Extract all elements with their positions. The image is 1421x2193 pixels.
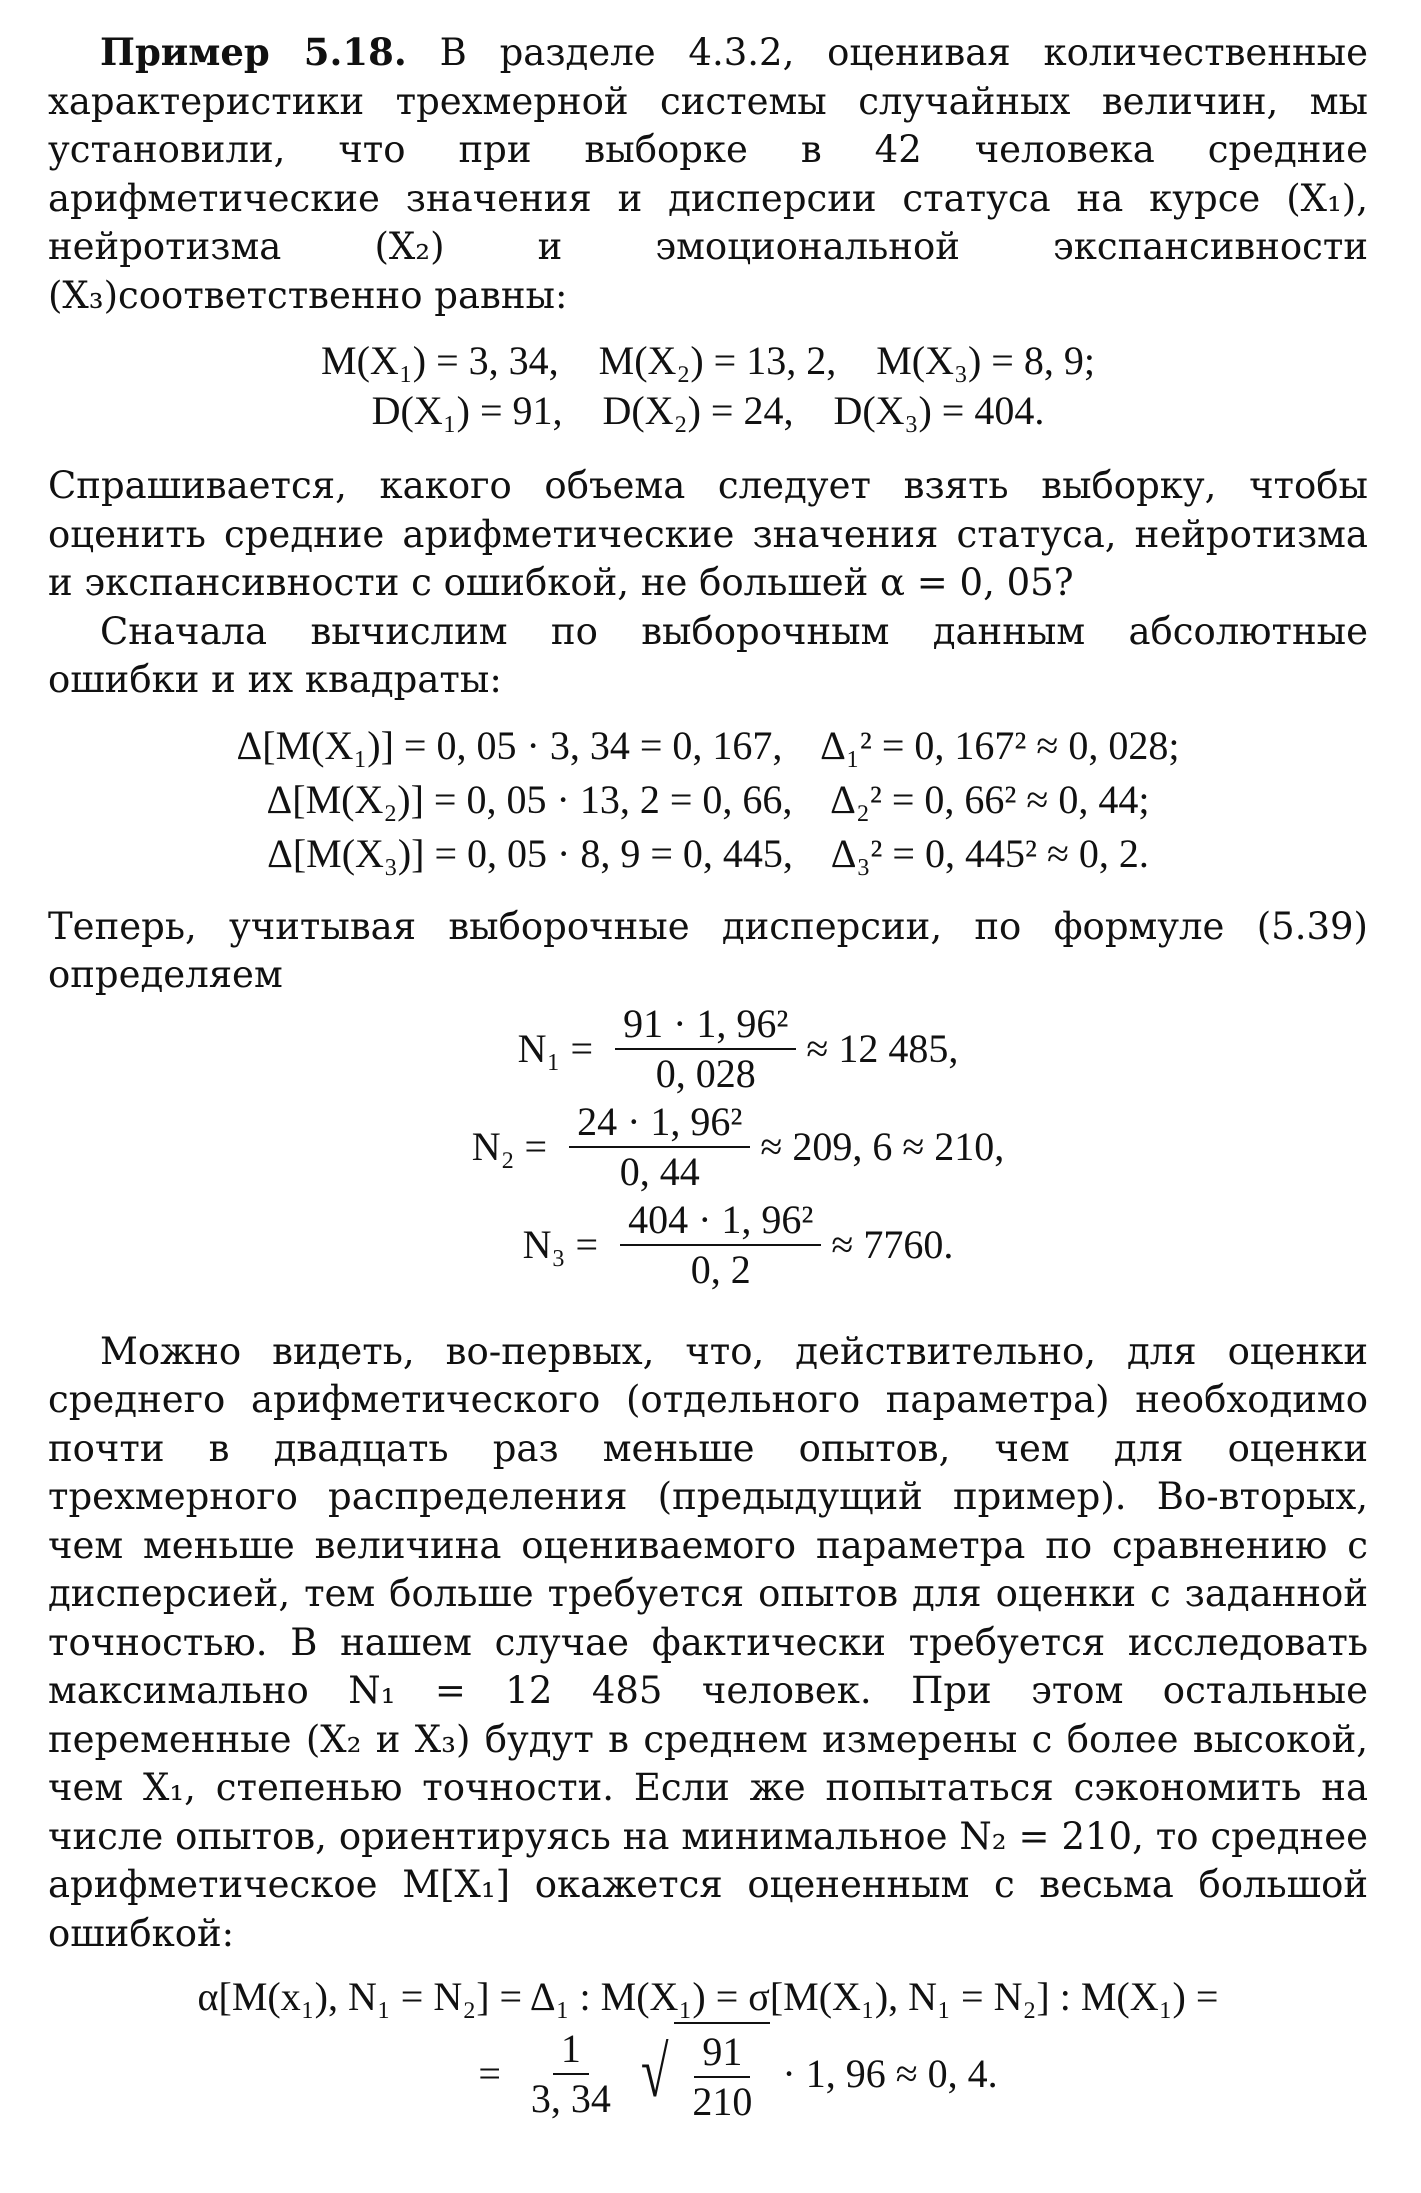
radical-sign-icon: √ [640, 2032, 669, 2112]
paragraph-first-step: Сначала вычислим по выборочным данным абсолютные ошибки и их квадраты: [48, 609, 1368, 701]
paragraph-question: Спрашивается, какого объема следует взять выборку, чтобы оценить средние арифметические значения статуса, нейротизма и экспансивности с ошибкой, не большей α = 0, 05? [48, 464, 1368, 604]
relative-error-eqsign: = [478, 2051, 501, 2096]
sqrt-fraction [684, 2028, 760, 2126]
n3-numerator: 404 · 1, 96² [620, 1196, 821, 1246]
n1-numerator: 91 · 1, 96² [615, 1000, 796, 1050]
paragraph-now: Теперь, учитывая выборочные дисперсии, по формуле (5.39) определяем [48, 904, 1368, 996]
square-root [635, 2022, 771, 2126]
equation-sample-sizes [48, 1000, 1368, 1294]
n3-fraction [620, 1196, 821, 1294]
equation-error-x2: Δ[M(X₂)] = 0, 05 · 13, 2 = 0, 66, Δ₂² = 0, 66² ≈ 0, 44; [266, 776, 1150, 822]
n2-lhs: N₂ = [471, 1124, 548, 1169]
equation-variances: D(X₁) = 91, D(X₂) = 24, D(X₃) = 404. [371, 388, 1045, 433]
equation-error-x1: Δ[M(X₁)] = 0, 05 · 3, 34 = 0, 167, Δ₁² = 0, 167² ≈ 0, 028; [236, 722, 1180, 768]
relative-error-numerator: 1 [553, 2025, 589, 2075]
n3-denominator: 0, 2 [690, 1246, 751, 1292]
paragraph-example [48, 28, 1368, 320]
equation-means-variances [48, 336, 1368, 436]
n2-numerator: 24 · 1, 96² [569, 1098, 750, 1148]
example-heading: Пример 5.18. [100, 30, 407, 74]
square-root-contents [674, 2022, 770, 2126]
equation-relative-error-line2 [108, 2022, 1368, 2126]
n2-result: ≈ 209, 6 ≈ 210, [760, 1124, 1005, 1169]
n3-result: ≈ 7760. [831, 1222, 954, 1267]
equation-error-x3: Δ[M(X₃)] = 0, 05 · 8, 9 = 0, 445, Δ₃² = 0, 445² ≈ 0, 2. [267, 830, 1149, 876]
relative-error-result: · 1, 96 ≈ 0, 4. [782, 2051, 998, 2096]
equation-n2 [108, 1098, 1368, 1196]
n3-lhs: N₃ = [522, 1222, 599, 1267]
equation-absolute-errors [48, 719, 1368, 881]
equation-n1 [108, 1000, 1368, 1098]
n2-fraction [569, 1098, 750, 1196]
n1-result: ≈ 12 485, [806, 1026, 959, 1071]
equation-relative-error-line1: α[M(x₁), N₁ = N₂] = Δ₁ : M(X₁) = σ[M(X₁), N₁ = N₂] : M(X₁) = [197, 1974, 1219, 2019]
paragraph-conclusion: Можно видеть, во-первых, что, действительно, для оценки среднего арифметического (отдельного параметра) необходимо почти в двадцать раз меньше опытов, чем для оценки трехмерного распределения (предыдущий пример). Во-вторых, чем меньше величина оцениваемого параметра по сравнению с дисперсией, тем больше требуется опытов для оценки с заданной точностью. В нашем случае фактически требуется исследовать максимально N₁ = 12 485 человек. При этом остальные переменные (X₂ и X₃) будут в среднем измерены с более высокой, чем X₁, степенью точности. Если же попытаться сэкономить на числе опытов, ориентируясь на минимальное N₂ = 210, то среднее арифметическое M[X₁] окажется оцененным с весьма большой ошибкой: [48, 1329, 1368, 1955]
equation-n3 [108, 1196, 1368, 1294]
equation-means: M(X₁) = 3, 34, M(X₂) = 13, 2, M(X₃) = 8, 9; [321, 338, 1095, 383]
page [48, 28, 1368, 2126]
sqrt-denominator: 210 [692, 2079, 753, 2124]
example-intro-text: В разделе 4.3.2, оценивая количественные характеристики трехмерной системы случайных величин, мы установили, что при выборке в 42 человека средние арифметические значения и дисперсии статуса на курсе (X₁), нейротизма (X₂) и эмоциональной экспансивности (X₃)соответственно равны: [48, 31, 1368, 317]
relative-error-fraction [523, 2025, 619, 2123]
sqrt-numerator: 91 [694, 2028, 750, 2078]
equation-relative-error [48, 1972, 1368, 2126]
n1-fraction [615, 1000, 796, 1098]
relative-error-denominator: 3, 34 [530, 2076, 611, 2121]
n2-denominator: 0, 44 [619, 1148, 700, 1194]
n1-denominator: 0, 028 [655, 1050, 756, 1096]
n1-lhs: N₁ = [517, 1026, 594, 1071]
